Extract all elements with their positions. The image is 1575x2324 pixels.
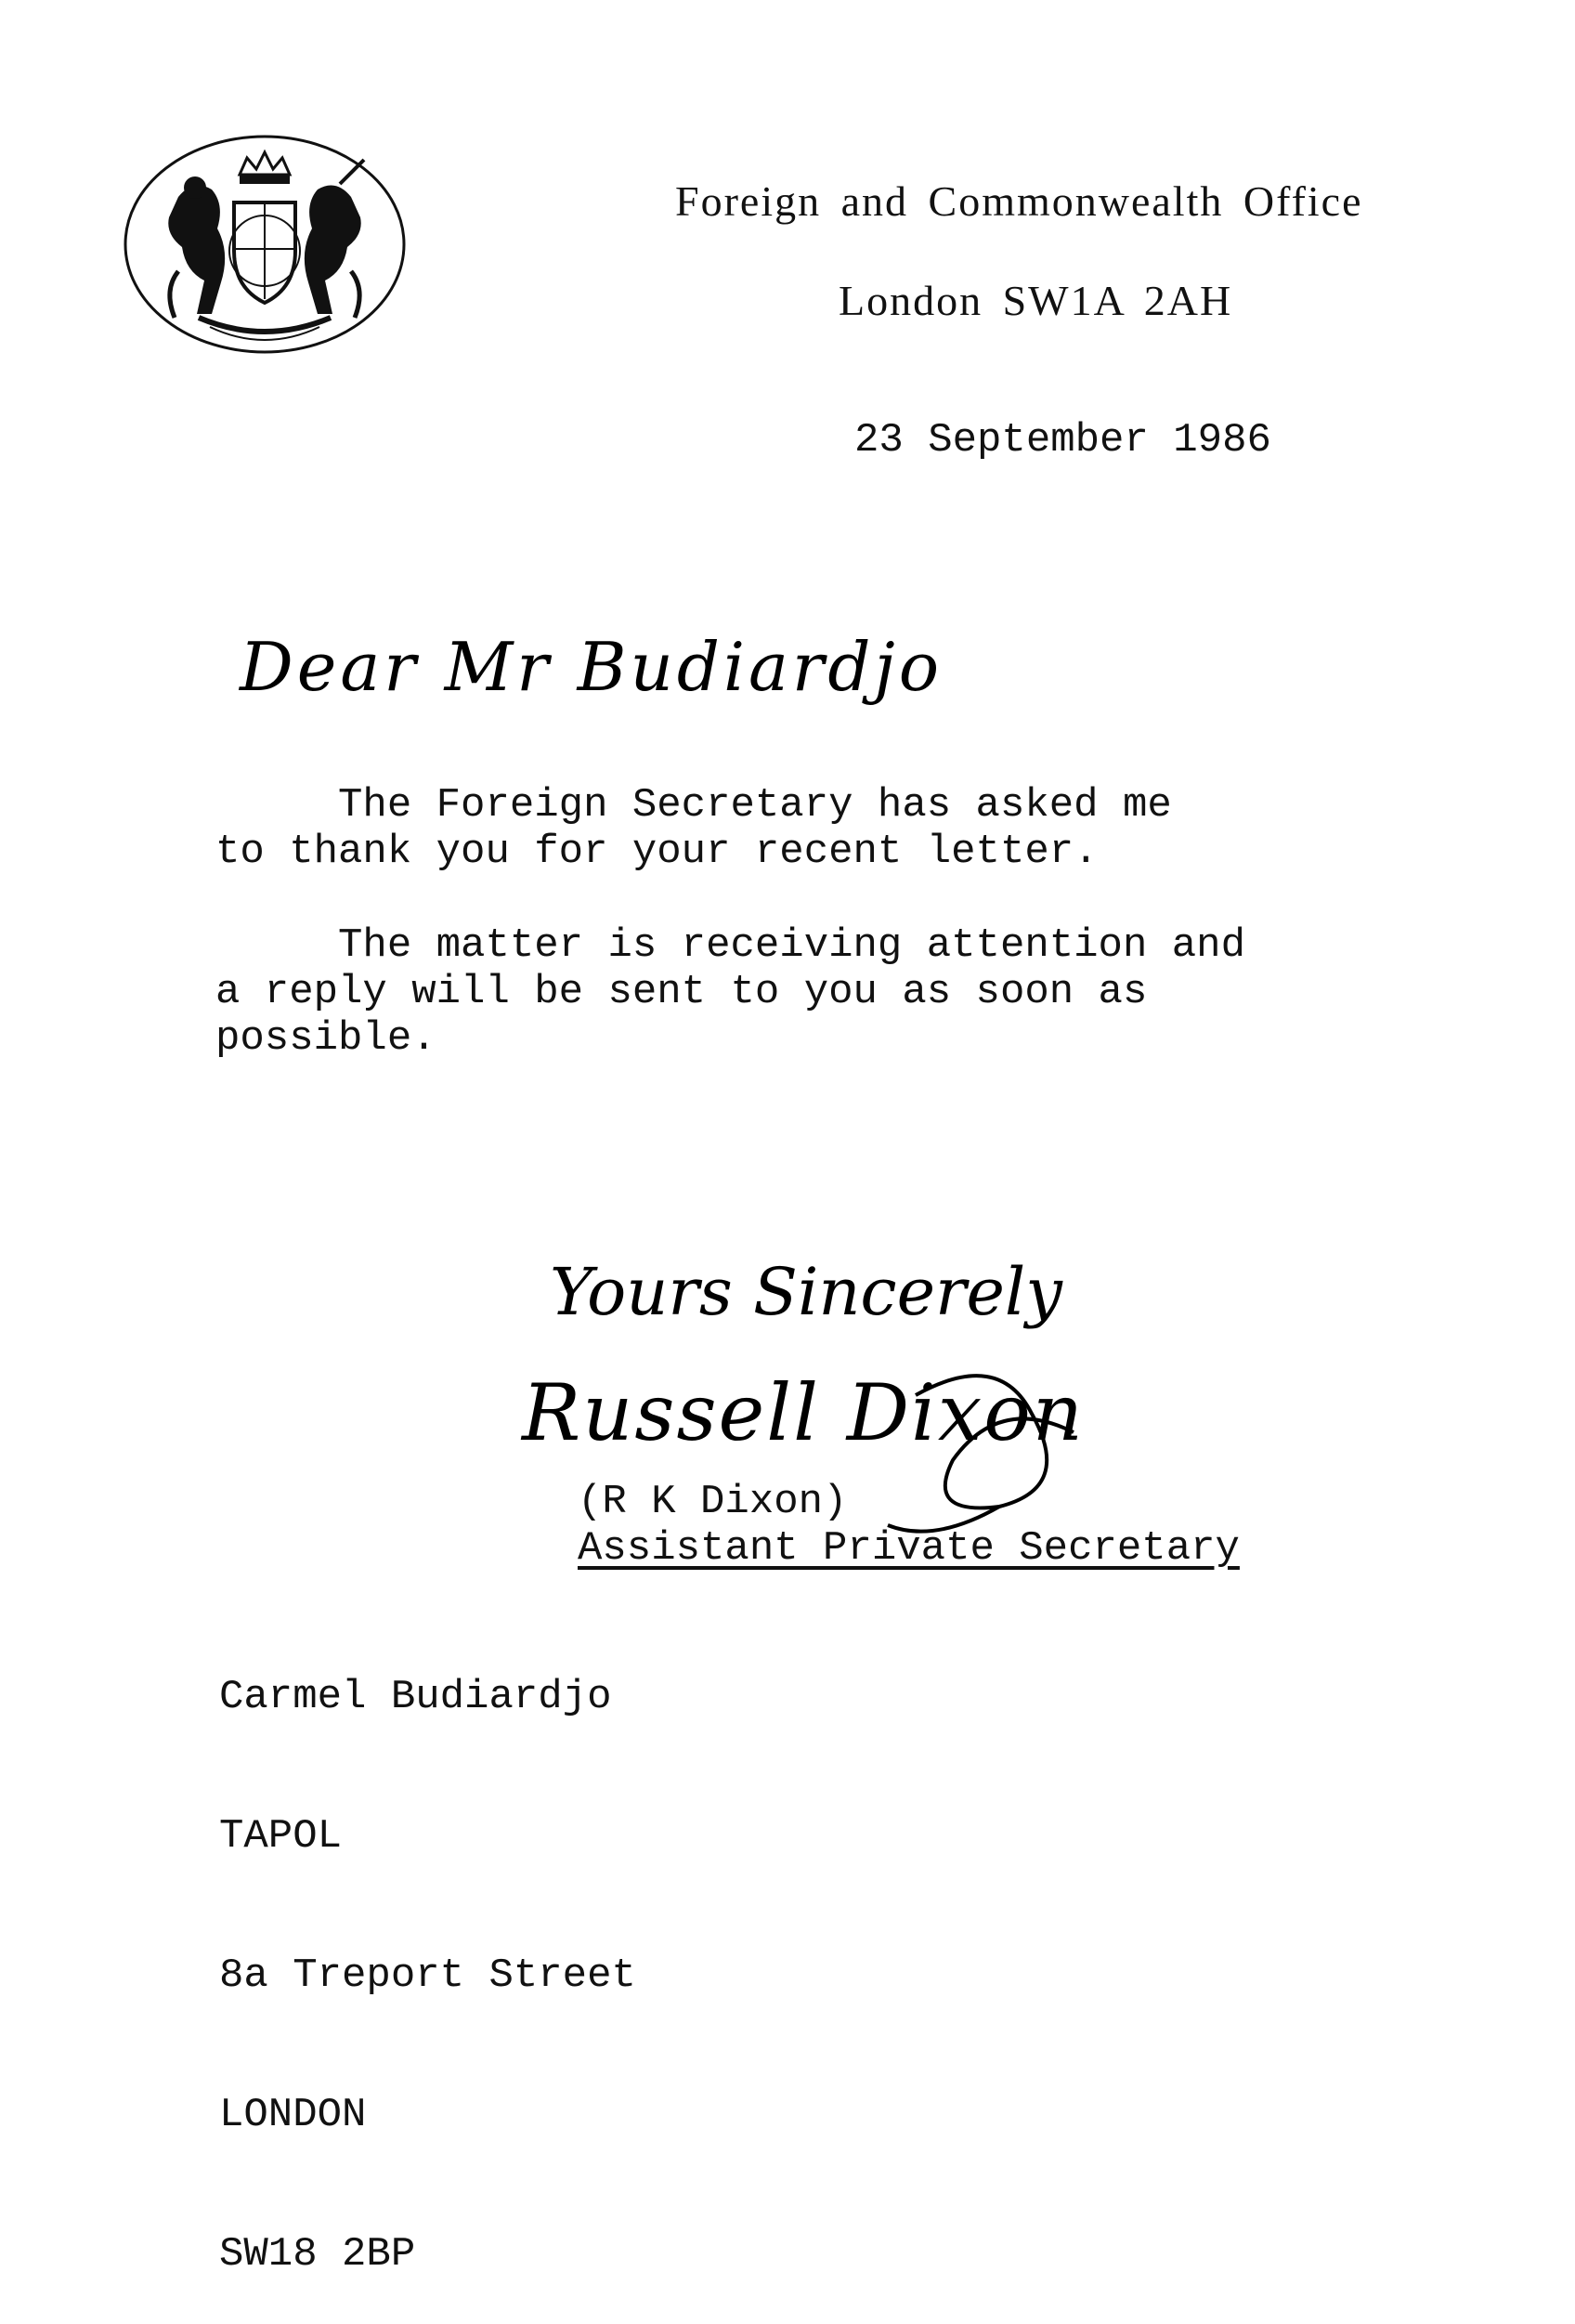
office-address: London SW1A 2AH <box>839 277 1233 324</box>
address-line: Carmel Budiardjo <box>219 1674 612 1720</box>
recipient-address <box>219 1581 636 2324</box>
office-name: Foreign and Commonwealth Office <box>675 177 1363 225</box>
signer-name: (R K Dixon) <box>578 1479 848 1525</box>
signer-title: Assistant Private Secretary <box>578 1525 1240 1572</box>
handwritten-salutation: Dear Mr Budiardjo <box>240 628 944 706</box>
address-line: 8a Treport Street <box>219 1952 636 1999</box>
address-line: SW18 2BP <box>219 2231 416 2278</box>
royal-coat-of-arms-icon <box>121 132 409 358</box>
address-line: LONDON <box>219 2092 367 2138</box>
handwritten-closing: Yours Sincerely <box>550 1254 1062 1330</box>
body-paragraph-2: The matter is receiving attention and a reply will be sent to you as soon as possible. <box>215 922 1245 1062</box>
signature-text: Russell Dixon <box>522 1367 1085 1458</box>
address-line: TAPOL <box>219 1813 343 1860</box>
letter-date: 23 September 1986 <box>854 417 1271 463</box>
body-paragraph-1: The Foreign Secretary has asked me to thank you for your recent letter. <box>215 782 1172 875</box>
